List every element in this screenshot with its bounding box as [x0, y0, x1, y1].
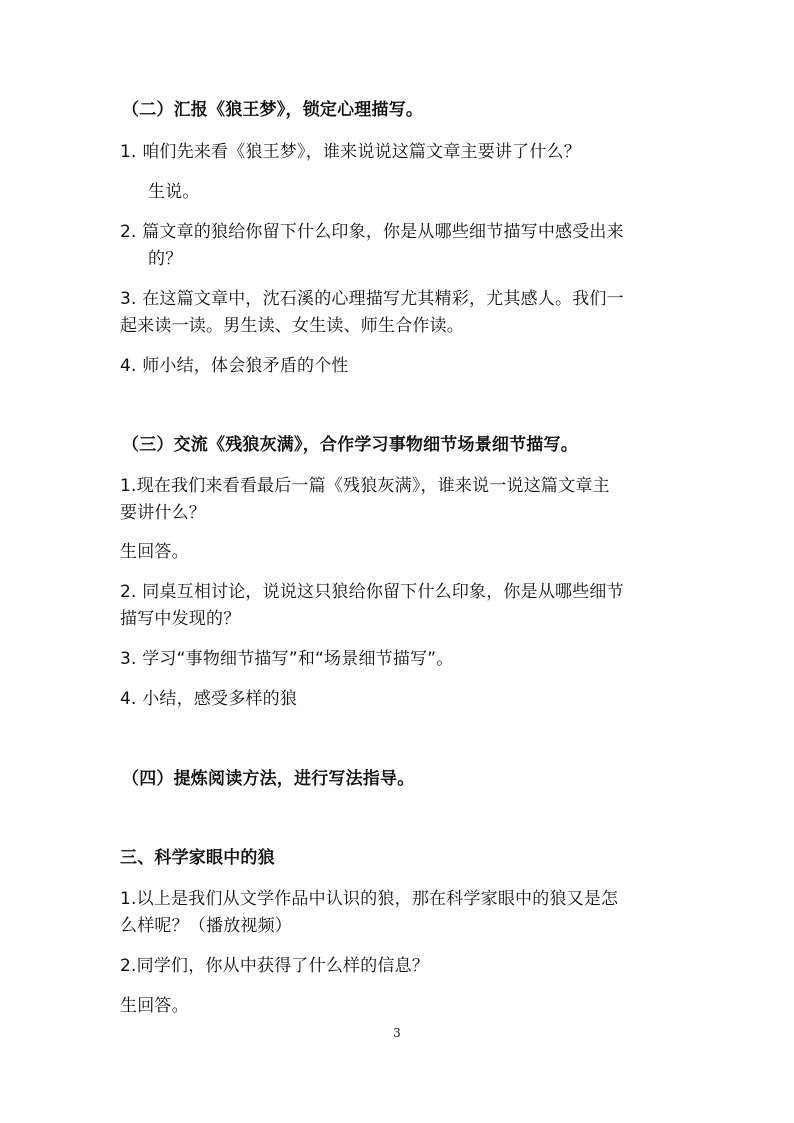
section2-item-1: 1. 咱们先来看《狼王梦》，谁来说说这篇文章主要讲了什么？ — [120, 142, 581, 162]
section3-item-1-answer: 生回答。 — [120, 542, 189, 562]
section3-item-2-line-1: 2. 同桌互相讨论，说说这只狼给你留下什么印象，你是从哪些细节 — [120, 582, 624, 602]
section2-item-2-line-1: 2. 篇文章的狼给你留下什么印象，你是从哪些细节描写中感受出来 — [120, 222, 624, 242]
section3-item-2-line-2: 描写中发现的？ — [120, 609, 241, 629]
section3-item-4: 4. 小结，感受多样的狼 — [120, 689, 298, 709]
section2-item-4: 4. 师小结，体会狼矛盾的个性 — [120, 356, 349, 376]
section3-item-1-line-1: 1.现在我们来看看最后一篇《残狼灰满》，谁来说一说这篇文章主 — [120, 476, 610, 496]
part3-item-1-line-1: 1.以上是我们从文学作品中认识的狼，那在科学家眼中的狼又是怎 — [120, 889, 619, 909]
part3-item-1-line-2: 么样呢？（播放视频） — [120, 916, 292, 936]
section2-item-3-line-1: 3. 在这篇文章中，沈石溪的心理描写尤其精彩，尤其感人。我们一 — [120, 289, 624, 309]
page-number: 3 — [393, 1026, 401, 1040]
section2-item-1-answer: 生说。 — [148, 182, 200, 202]
section3-item-1-line-2: 要讲什么？ — [120, 503, 206, 523]
section2-item-2-line-2: 的？ — [148, 249, 183, 269]
section3-item-3: 3. 学习“事物细节描写”和“场景细节描写”。 — [120, 649, 454, 669]
section2-item-3-line-2: 起来读一读。男生读、女生读、师生合作读。 — [120, 316, 464, 336]
part-heading-3: 三、科学家眼中的狼 — [120, 848, 275, 868]
section-heading-4: （四）提炼阅读方法，进行写法指导。 — [122, 769, 415, 789]
section-heading-2: （二）汇报《狼王梦》，锁定心理描写。 — [122, 100, 424, 120]
section-heading-3: （三）交流《残狼灰满》，合作学习事物细节场景细节描写。 — [122, 435, 578, 455]
part3-item-2-answer: 生回答。 — [120, 996, 189, 1016]
part3-item-2: 2.同学们，你从中获得了什么样的信息？ — [120, 956, 430, 976]
